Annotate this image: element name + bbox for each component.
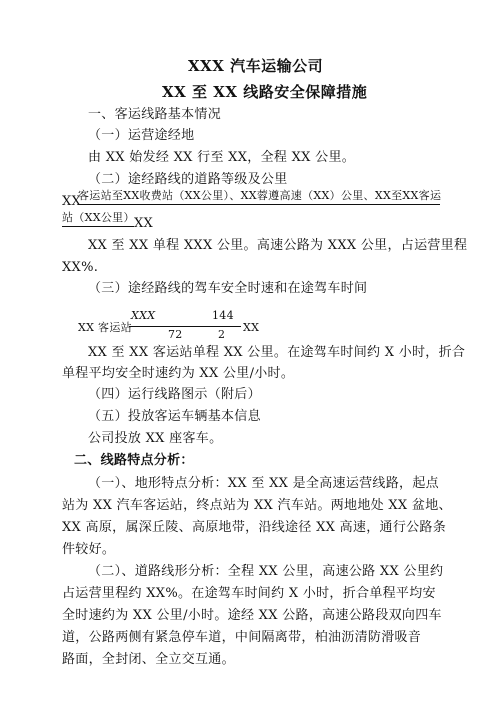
road-analysis-line-2: 占运营里程约 XX%。在途驾车时间约 X 小时，折合单程平均安: [62, 586, 436, 601]
subsection-1-1-text: 由 XX 始发经 XX 行至 XX，全程 XX 公里。: [88, 150, 356, 165]
company-title: XXX 汽车运输公司: [188, 57, 324, 75]
road-analysis-line-4: 道，公路两侧有紧急停车道，中间隔离带，柏油沥清防滑吸音: [62, 630, 422, 645]
road-analysis-line-5: 路面，全封闭、全立交互通。: [62, 652, 235, 667]
speed-top-right: 144: [212, 309, 234, 322]
subsection-1-5-heading: （五）投放客运车辆基本信息: [88, 409, 261, 424]
terrain-analysis-line-2: 站为 XX 汽车客运站，终点站为 XX 汽车站。两地地处 XX 盆地、: [62, 498, 452, 513]
terrain-analysis-line-1: （一）、地形特点分析：XX 至 XX 是全高速运营线路，起点: [88, 476, 439, 491]
terrain-analysis-line-4: 件较好。: [62, 542, 116, 557]
subsection-1-4-heading: （四）运行线路图示（附后）: [88, 387, 261, 402]
route-underline-2: [62, 226, 134, 227]
subsection-1-2-text-b: XX%.: [62, 260, 99, 275]
route-underline-1: [78, 204, 440, 205]
subsection-1-1-heading: （一）运营途经地: [88, 128, 195, 143]
subsection-1-3-text-a: XX 至 XX 客运站单程 XX 公里。在途驾车时间约 X 小时，折合: [88, 345, 466, 360]
subsection-1-5-text: 公司投放 XX 座客车。: [88, 431, 223, 446]
route-prefix: XX: [62, 194, 82, 209]
route-suffix: XX: [134, 216, 154, 231]
speed-suffix: XX: [243, 321, 260, 334]
section-1-heading: 一、客运线路基本情况: [88, 107, 222, 122]
speed-top-left: XXX: [131, 309, 156, 322]
route-text-line-2: 站（XX公里）: [62, 211, 135, 224]
route-text-line-1: 客运站至XX收费站（XX公里）、XX蓉遵高速（XX）公里、XX至XX客运: [78, 189, 442, 202]
speed-prefix: XX 客运站: [78, 321, 132, 334]
terrain-analysis-line-3: XX 高原，属深丘陵、高原地带，沿线途径 XX 高速，通行公路条: [62, 520, 447, 535]
speed-bottom-left: 72: [168, 328, 183, 341]
speed-bottom-right: 2: [218, 328, 226, 341]
subsection-1-2-heading: （二）途经路线的道路等级及公里: [88, 172, 288, 187]
road-analysis-line-1: （二）、道路线形分析：全程 XX 公里，高速公路 XX 公里约: [88, 564, 444, 579]
document-title: XX 至 XX 线路安全保障措施: [162, 83, 368, 101]
section-2-heading: 二、线路特点分析：: [74, 453, 194, 468]
subsection-1-2-text-a: XX 至 XX 单程 XXX 公里。高速公路为 XXX 公里，占运营里程: [88, 238, 468, 253]
subsection-1-3-heading: （三）途经路线的驾车安全时速和在途驾车时间: [88, 281, 368, 296]
subsection-1-3-text-b: 单程平均安全时速约为 XX 公里/小时。: [62, 366, 295, 381]
road-analysis-line-3: 全时速约为 XX 公里/小时。途经 XX 公路，高速公路段双向四车: [62, 608, 442, 623]
